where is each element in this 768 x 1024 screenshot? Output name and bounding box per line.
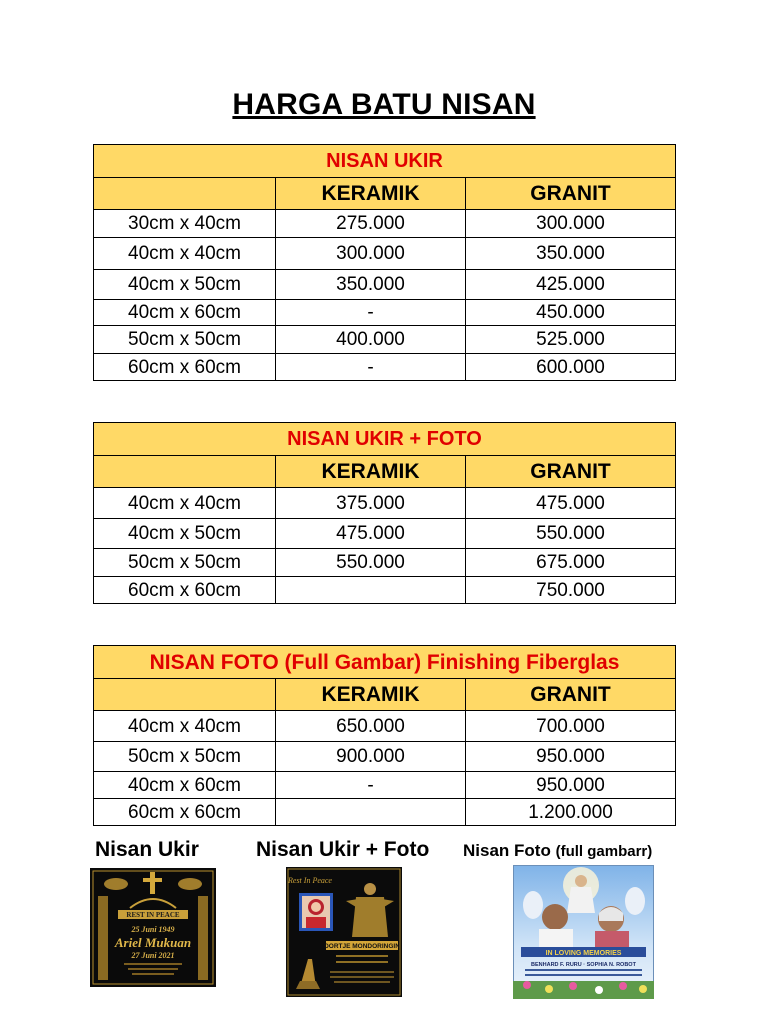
granit-price: 600.000	[466, 354, 676, 381]
size-cell: 30cm x 40cm	[94, 210, 276, 238]
table-heading: NISAN UKIR + FOTO	[94, 423, 676, 456]
table-row	[94, 270, 676, 300]
table-row	[94, 354, 676, 381]
caption-nisan-foto-sub: (full gambarr)	[555, 843, 653, 860]
caption-nisan-foto-main: Nisan Foto	[463, 841, 551, 860]
keramik-price: 550.000	[276, 549, 466, 577]
table-row	[94, 238, 676, 270]
size-cell: 40cm x 50cm	[94, 519, 276, 549]
granit-price: 475.000	[466, 488, 676, 519]
granit-price: 550.000	[466, 519, 676, 549]
table-row	[94, 519, 676, 549]
table-heading: NISAN UKIR	[94, 145, 676, 178]
caption-nisan-foto	[463, 841, 652, 861]
column-header-granit: GRANIT	[466, 679, 676, 711]
size-cell: 60cm x 60cm	[94, 799, 276, 826]
size-cell: 40cm x 40cm	[94, 711, 276, 742]
sample-ukir-foto-name: DORTJE MONDORINGIN	[324, 943, 400, 950]
size-cell: 40cm x 60cm	[94, 300, 276, 326]
table-row	[94, 577, 676, 604]
sample-ukir-died: 27 Juni 2021	[131, 951, 175, 960]
size-cell: 40cm x 60cm	[94, 772, 276, 799]
sample-ukir-born: 25 Juni 1949	[131, 925, 175, 934]
keramik-price: -	[276, 300, 466, 326]
granit-price: 950.000	[466, 772, 676, 799]
sample-nisan-ukir-foto-image	[286, 867, 402, 997]
table-row	[94, 210, 676, 238]
granit-price: 750.000	[466, 577, 676, 604]
price-table-nisan-ukir	[93, 144, 676, 381]
table-row	[94, 772, 676, 799]
granit-price: 300.000	[466, 210, 676, 238]
size-cell: 50cm x 50cm	[94, 742, 276, 772]
table-row	[94, 799, 676, 826]
sample-foto-names: BENHARD F. RURU · SOPHIA N. ROBOT	[531, 962, 636, 968]
keramik-price: 300.000	[276, 238, 466, 270]
granit-price: 450.000	[466, 300, 676, 326]
keramik-price	[276, 799, 466, 826]
keramik-price: 400.000	[276, 326, 466, 354]
keramik-price: -	[276, 772, 466, 799]
table-row	[94, 300, 676, 326]
table-row	[94, 488, 676, 519]
keramik-price: -	[276, 354, 466, 381]
granit-price: 700.000	[466, 711, 676, 742]
sample-foto-banner: IN LOVING MEMORIES	[545, 950, 622, 957]
keramik-price: 650.000	[276, 711, 466, 742]
sample-ukir-banner: REST IN PEACE	[126, 911, 180, 919]
granit-price: 1.200.000	[466, 799, 676, 826]
granit-price: 950.000	[466, 742, 676, 772]
granit-price: 525.000	[466, 326, 676, 354]
size-cell: 40cm x 50cm	[94, 270, 276, 300]
size-cell: 60cm x 60cm	[94, 577, 276, 604]
keramik-price: 475.000	[276, 519, 466, 549]
price-table-nisan-foto	[93, 645, 676, 826]
page-title: HARGA BATU NISAN	[232, 88, 536, 121]
keramik-price: 275.000	[276, 210, 466, 238]
column-header-granit: GRANIT	[466, 178, 676, 210]
table-heading: NISAN FOTO (Full Gambar) Finishing Fiberglas	[94, 646, 676, 679]
table-row	[94, 711, 676, 742]
caption-nisan-ukir: Nisan Ukir	[95, 838, 199, 861]
granit-price: 675.000	[466, 549, 676, 577]
granit-price: 425.000	[466, 270, 676, 300]
sample-ukir-name: Ariel Mukuan	[114, 935, 192, 950]
size-cell: 50cm x 50cm	[94, 549, 276, 577]
size-cell: 40cm x 40cm	[94, 238, 276, 270]
column-header-size	[94, 679, 276, 711]
size-cell: 60cm x 60cm	[94, 354, 276, 381]
keramik-price: 375.000	[276, 488, 466, 519]
column-header-keramik: KERAMIK	[276, 679, 466, 711]
table-row	[94, 326, 676, 354]
keramik-price: 900.000	[276, 742, 466, 772]
table-row	[94, 549, 676, 577]
column-header-keramik: KERAMIK	[276, 178, 466, 210]
sample-ukir-foto-banner: Rest In Peace	[288, 876, 332, 885]
caption-nisan-ukir-foto: Nisan Ukir + Foto	[256, 838, 430, 861]
granit-price: 350.000	[466, 238, 676, 270]
sample-nisan-foto-image	[513, 865, 654, 999]
table-row	[94, 742, 676, 772]
size-cell: 40cm x 40cm	[94, 488, 276, 519]
column-header-granit: GRANIT	[466, 456, 676, 488]
keramik-price	[276, 577, 466, 604]
price-table-nisan-ukir-foto	[93, 422, 676, 604]
sample-nisan-ukir-image	[90, 868, 216, 987]
column-header-size	[94, 456, 276, 488]
column-header-keramik: KERAMIK	[276, 456, 466, 488]
keramik-price: 350.000	[276, 270, 466, 300]
size-cell: 50cm x 50cm	[94, 326, 276, 354]
column-header-size	[94, 178, 276, 210]
